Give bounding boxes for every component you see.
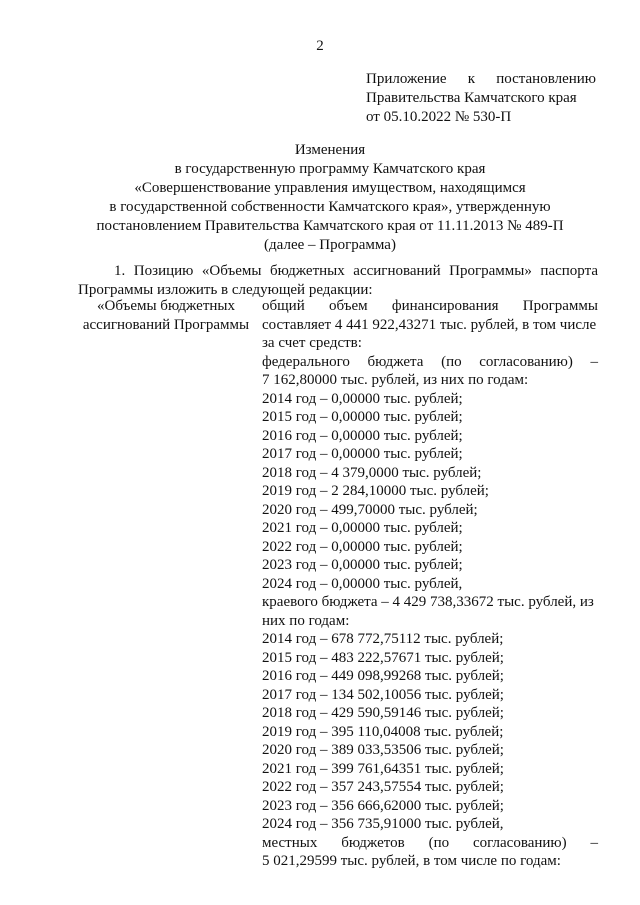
appendix-line: от 05.10.2022 № 530-П (366, 109, 512, 125)
document-title (60, 141, 600, 255)
local-line: местных бюджетов (по согласованию) – (262, 834, 598, 851)
regional-year: 2017 год – 134 502,10056 тыс. рублей; (262, 686, 504, 703)
federal-year: 2024 год – 0,00000 тыс. рублей, (262, 575, 463, 592)
table-right-cell (262, 297, 598, 871)
left-cell-line: ассигнований Программы (82, 316, 250, 333)
appendix-line: Приложение к постановлению (366, 71, 596, 87)
total-line: общий объем финансирования Программы (262, 298, 598, 314)
total-line: за счет средств: (262, 335, 362, 351)
title-line: в государственной собственности Камчатского края», утвержденную (109, 199, 551, 215)
title-line: (далее – Программа) (264, 237, 396, 253)
paragraph-line: 1. Позицию «Объемы бюджетных ассигнований Программы» паспорта (114, 263, 598, 279)
total-line: составляет 4 441 922,43271 тыс. рублей, в том числе (262, 316, 597, 333)
federal-year: 2021 год – 0,00000 тыс. рублей; (262, 520, 463, 536)
federal-year: 2016 год – 0,00000 тыс. рублей; (262, 427, 463, 444)
federal-year: 2015 год – 0,00000 тыс. рублей; (262, 409, 463, 425)
appendix-header (366, 70, 596, 127)
regional-year: 2020 год – 389 033,53506 тыс. рублей; (262, 742, 504, 758)
page-number: 2 (316, 38, 324, 54)
regional-line: краевого бюджета – 4 429 738,33672 тыс. рублей, из (262, 594, 594, 610)
title-line: постановлением Правительства Камчатского края от 11.11.2013 № 489-П (96, 218, 564, 234)
paragraph-1 (78, 262, 598, 299)
federal-year: 2022 год – 0,00000 тыс. рублей; (262, 538, 463, 555)
regional-year: 2016 год – 449 098,99268 тыс. рублей; (262, 668, 504, 684)
title-line: в государственную программу Камчатского края (174, 161, 486, 177)
regional-year: 2015 год – 483 222,57671 тыс. рублей; (262, 649, 504, 666)
regional-year: 2022 год – 357 243,57554 тыс. рублей; (262, 779, 504, 795)
regional-line: них по годам: (262, 612, 350, 629)
federal-line: федерального бюджета (по согласованию) – (262, 353, 598, 370)
local-line: 5 021,29599 тыс. рублей, в том числе по годам: (262, 853, 561, 869)
table-left-cell (78, 297, 254, 334)
title-line: Изменения (294, 142, 366, 158)
federal-year: 2018 год – 4 379,0000 тыс. рублей; (262, 464, 482, 481)
appendix-line: Правительства Камчатского края (366, 90, 577, 106)
federal-year: 2014 год – 0,00000 тыс. рублей; (262, 390, 463, 407)
federal-year: 2019 год – 2 284,10000 тыс. рублей; (262, 483, 489, 499)
regional-year: 2019 год – 395 110,04008 тыс. рублей; (262, 723, 504, 740)
federal-year: 2020 год – 499,70000 тыс. рублей; (262, 501, 478, 518)
title-line: «Совершенствование управления имуществом, находящимся (134, 180, 526, 196)
federal-year: 2023 год – 0,00000 тыс. рублей; (262, 557, 463, 573)
federal-line: 7 162,80000 тыс. рублей, из них по годам: (262, 372, 529, 388)
regional-year: 2023 год – 356 666,62000 тыс. рублей; (262, 797, 504, 814)
federal-year: 2017 год – 0,00000 тыс. рублей; (262, 446, 463, 462)
regional-year: 2014 год – 678 772,75112 тыс. рублей; (262, 631, 504, 647)
regional-year: 2018 год – 429 590,59146 тыс. рублей; (262, 705, 504, 721)
left-cell-line: «Объемы бюджетных (96, 298, 236, 314)
regional-year: 2021 год – 399 761,64351 тыс. рублей; (262, 760, 504, 777)
regional-year: 2024 год – 356 735,91000 тыс. рублей, (262, 816, 504, 832)
paragraph-line: Программы изложить в следующей редакции: (78, 281, 373, 298)
